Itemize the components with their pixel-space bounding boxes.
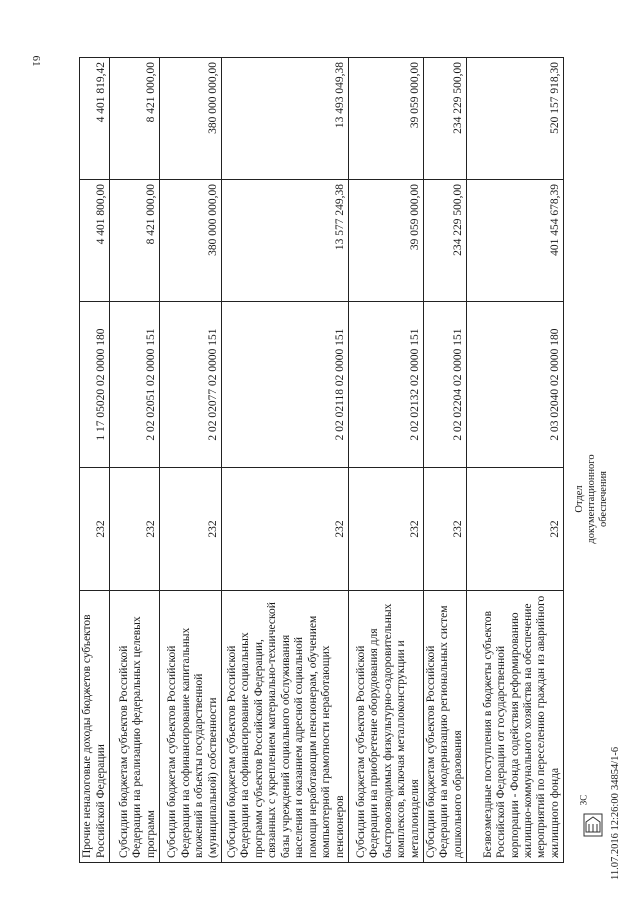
row-admin-code-cell: 232 [80,468,110,591]
row-budget-code-cell: 2 02 02132 02 0000 151 [349,302,424,468]
row-actual-amount-cell: 39 059 000,00 [349,58,424,180]
building-stamp-icon [582,812,604,838]
row-admin-code-cell: 232 [424,468,467,591]
row-planned-amount-cell: 401 454 678,39 [467,180,564,302]
row-actual-amount-cell: 4 401 819,42 [80,58,110,180]
row-actual-amount-cell: 8 421 000,00 [110,58,160,180]
table-row [80,58,110,863]
row-actual-amount-cell: 234 229 500,00 [424,58,467,180]
table-row [424,58,467,863]
table-row [110,58,160,863]
row-budget-code-cell: 2 02 02077 02 0000 151 [160,302,222,468]
row-planned-amount-cell: 4 401 800,00 [80,180,110,302]
revenue-table [79,57,564,863]
table-row [222,58,349,863]
row-planned-amount-cell: 39 059 000,00 [349,180,424,302]
table-row [349,58,424,863]
row-name-cell: Субсидии бюджетам субъектов Российской Федерации на реализацию федеральных целевых программ [110,591,160,863]
row-name-cell: Безвозмездные поступления в бюджеты субъектов Российской Федерации от государственной корпорации - Фонда содействия реформированию жилищно-коммунального хозяйства на обеспечение мероприятий по переселению граждан из аварийного жилищного фонда [467,591,564,863]
row-budget-code-cell: 1 17 05020 02 0000 180 [80,302,110,468]
table-row [467,58,564,863]
row-actual-amount-cell: 520 157 918,30 [467,58,564,180]
page-number: 61 [30,55,42,67]
registration-stamp-letters: ЗС [578,794,589,806]
row-planned-amount-cell: 8 421 000,00 [110,180,160,302]
row-budget-code-cell: 2 02 02051 02 0000 151 [110,302,160,468]
row-planned-amount-cell: 234 229 500,00 [424,180,467,302]
footer-timestamp: 11.07.2016 12:26:00 [610,793,621,880]
row-budget-code-cell: 2 03 02040 02 0000 180 [467,302,564,468]
row-name-cell: Субсидии бюджетам субъектов Российской Федерации на приобретение оборудования для быстровозводимых физкультурно-оздоровительных комплексов, включая металлоконструкции и металлоизделия [349,591,424,863]
row-admin-code-cell: 232 [222,468,349,591]
table-row [160,58,222,863]
department-stamp-text: Отдел документационного обеспечения [574,454,610,544]
row-actual-amount-cell: 13 493 049,38 [222,58,349,180]
row-admin-code-cell: 232 [110,468,160,591]
row-planned-amount-cell: 13 577 249,38 [222,180,349,302]
rotated-page-content [79,58,564,863]
row-admin-code-cell: 232 [160,468,222,591]
row-name-cell: Прочие неналоговые доходы бюджетов субъектов Российской Федерации [80,591,110,863]
row-budget-code-cell: 2 02 02118 02 0000 151 [222,302,349,468]
row-admin-code-cell: 232 [467,468,564,591]
row-actual-amount-cell: 380 000 000,00 [160,58,222,180]
row-name-cell: Субсидии бюджетам субъектов Российской Федерации на софинансирование капитальных вложений в объекты государственной (муниципальной) собственности [160,591,222,863]
row-name-cell: Субсидии бюджетам субъектов Российской Федерации на модернизацию региональных систем дошкольного образования [424,591,467,863]
row-name-cell: Субсидии бюджетам субъектов Российской Федерации на софинансирование социальных программ субъектов Российской Федерации, связанных с укреплением материально-технической базы учреждений социального обслуживания населения и оказанием адресной социальной помощи неработающим пенсионерам, обучением компьютерной грамотности неработающих пенсионеров [222,591,349,863]
footer-document-number: 34854/1-6 [610,746,621,790]
row-budget-code-cell: 2 02 02204 02 0000 151 [424,302,467,468]
row-planned-amount-cell: 380 000 000,00 [160,180,222,302]
row-admin-code-cell: 232 [349,468,424,591]
